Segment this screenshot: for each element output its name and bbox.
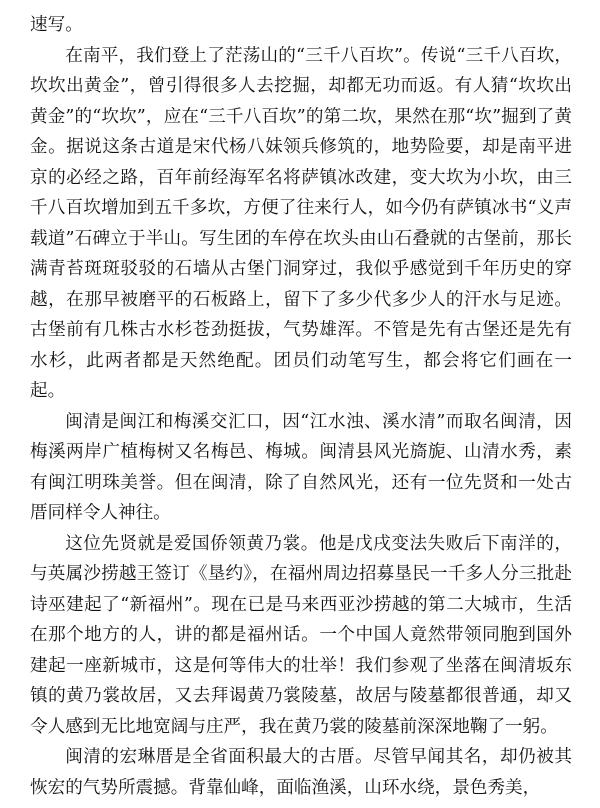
paragraph-5: 闽清的宏琳厝是全省面积最大的古厝。尽管早闻其名，却仍被其恢宏的气势所震撼。背靠仙峰，面临渔溪，山环水绕，景色秀美， bbox=[30, 747, 572, 798]
paragraph-3: 闽清是闽江和梅溪交汇口，因“江水浊、溪水清”而取名闽清，因梅溪两岸广植梅树又名梅邑、梅城。闽清县风光旖旎、山清水秀，素有闽江明珠美誉。但在闽清，除了自然风光，还有一位先贤和一处古厝同样令人神往。 bbox=[30, 411, 572, 523]
paragraph-1: 速写。 bbox=[30, 15, 83, 35]
paragraph-2: 在南平，我们登上了茫荡山的“三千八百坎”。传说“三千八百坎，坎坎出黄金”，曾引得很多人去挖掘，却都无功而返。有人猜“坎坎出黄金”的“坎坎”，应在“三千八百坎”的第二坎，果然在那“坎”掘到了黄金。据说这条古道是宋代杨八妹领兵修筑的，地势险要，却是南平进京的必经之路，百年前经海军名将萨镇冰改建，变大坎为小坎，由三千八百坎增加到五千多坎，方便了往来行人，如今仍有萨镇冰书“义声载道”石碑立于半山。写生团的车停在坎头由山石叠就的古堡前，那长满青苔斑斑驳驳的石墙从古堡门洞穿过，我似乎感觉到千年历史的穿越，在那早被磨平的石板路上，留下了多少代多少人的汗水与足迹。古堡前有几株古水杉苍劲挺拔，气势雄浑。不管是先有古堡还是先有水杉，此两者都是天然绝配。团员们动笔写生，都会将它们画在一起。 bbox=[30, 45, 572, 401]
paragraph-4: 这位先贤就是爱国侨领黄乃裳。他是戊戌变法失败后下南洋的，与英属沙捞越王签订《垦约》，在福州周边招募垦民一千多人分三批赴诗巫建起了“新福州”。现在已是马来西亚沙捞越的第二大城市，生活在那个地方的人，讲的都是福州话。一个中国人竟然带领同胞到国外建起一座新城市，这是何等伟大的壮举！我们参观了坐落在闽清坂东镇的黄乃裳故居，又去拜谒黄乃裳陵墓，故居与陵墓都很普通，却又令人感到无比地宽阔与庄严，我在黄乃裳的陵墓前深深地鞠了一躬。 bbox=[30, 533, 572, 737]
